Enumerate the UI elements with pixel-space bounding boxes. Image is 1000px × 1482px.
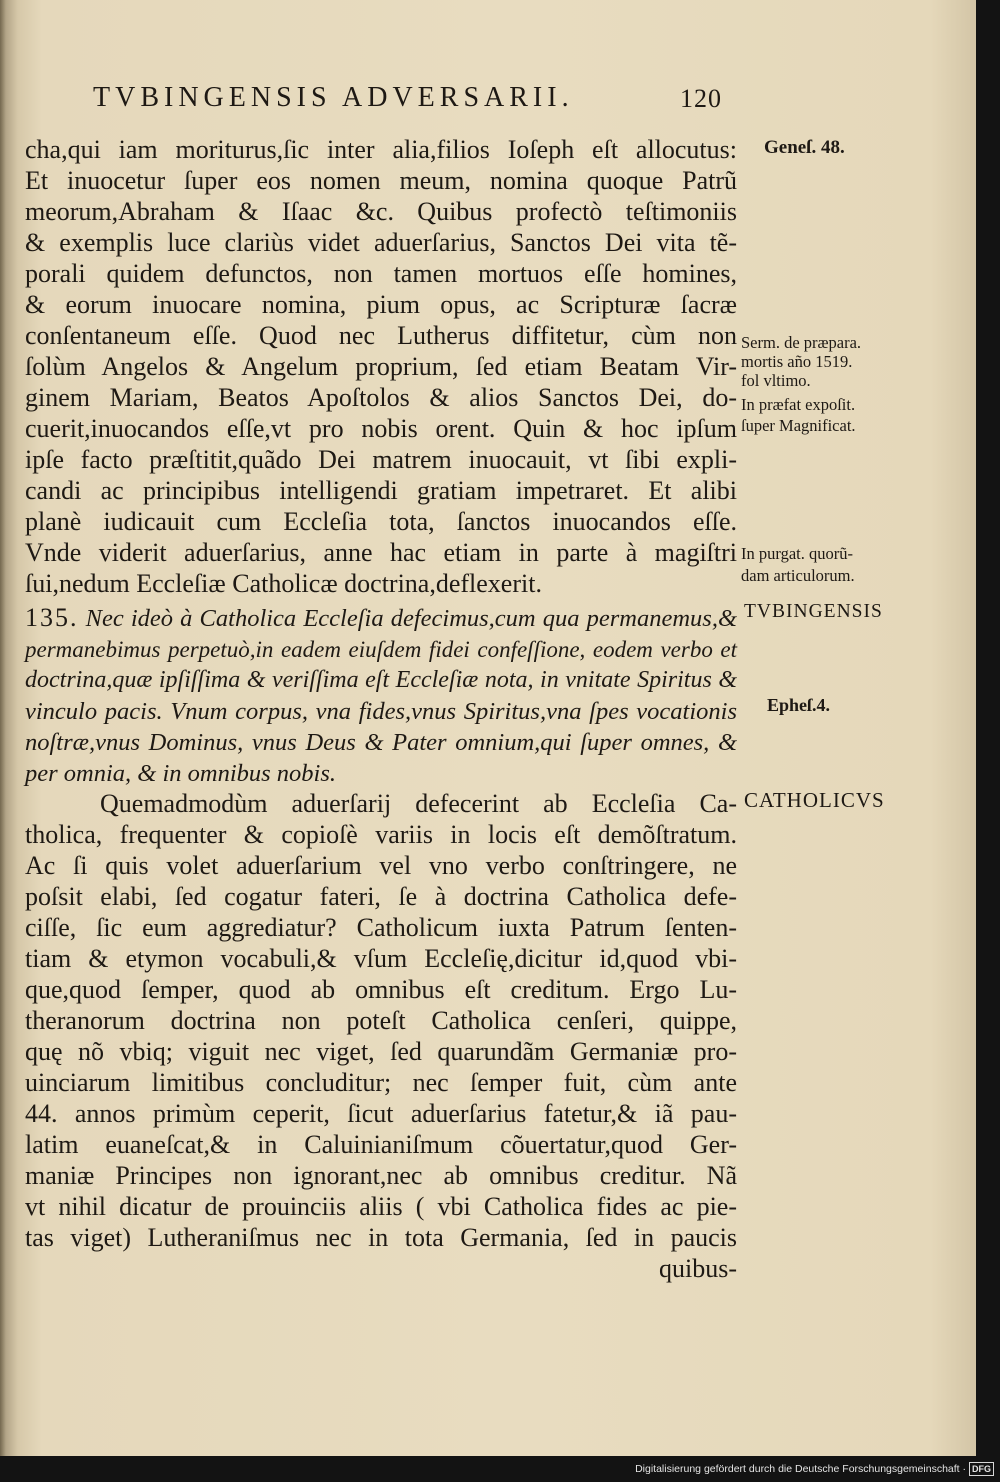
margin-speaker-catholicus [744,787,944,813]
margin-note-line: Epheſ.4. [767,695,831,715]
text-line: cuerit,inuocandos eſſe,vt pro nobis orent. Quin & hoc ipſum [25,414,737,443]
text-line: latim euaneſcat,& in Caluinianiſmum cõuertatur,quod Ger- [25,1130,737,1159]
paragraph-1 [25,134,737,599]
page-number: 120 [680,84,722,113]
margin-note-line: Geneſ. 48. [764,137,845,158]
margin-speaker-tubingensis [744,600,944,624]
credit-text: Digitalisierung gefördert durch die Deutsche Forschungsgemeinschaft · [635,1463,966,1475]
text-line: quę nõ vbiq; viguit nec viget, ſed quarundãm Germaniæ pro- [25,1037,737,1066]
text-line: ciſſe, ſic eum aggrediatur? Catholicum iuxta Patrum ſenten- [25,913,737,942]
text-line: Et inuocetur ſuper eos nomen meum, nomina quoque Patrũ [25,166,737,195]
text-line: Ac ſi quis volet aduerſarium vel vno verbo conſtringere, ne [25,851,737,880]
dfg-logo: DFG [969,1462,994,1476]
margin-note-genesis [764,135,894,161]
text-line: tas viget) Lutheraniſmus nec in tota Germania, ſed in paucis [25,1223,737,1252]
text-line [25,602,737,634]
margin-note-ephesians [767,692,887,718]
text-line: ginem Mariam, Beatos Apoſtolos & alios Sanctos Dei, do- [25,383,737,412]
speaker-label: TVBINGENSIS [744,601,883,622]
speaker-label: CATHOLICVS [744,788,885,812]
section-135 [25,602,737,789]
paragraph-2 [25,788,737,1284]
margin-note-purgat [741,543,906,587]
margin-note-line: fol vltimo. [741,371,811,390]
running-header-title: TVBINGENSIS ADVERSARII. [93,82,574,113]
text-line: & exemplis luce clariùs videt aduerſarius, Sanctos Dei vita tẽ- [25,228,737,257]
text-line: meorum,Abraham & Iſaac &c. Quibus profectò teſtimoniis [25,197,737,226]
section-number: 135. [25,603,79,632]
text-line: theranorum doctrina non poteſt Catholica cenſeri, quippe, [25,1006,737,1035]
text-line: cha,qui iam moriturus,ſic inter alia,filios Ioſeph eſt allocutus: [25,135,737,164]
text-line: que,quod ſemper, quod ab omnibus eſt creditum. Ergo Lu- [25,975,737,1004]
text-line: & eorum inuocare nomina, pium opus, ac Scripturæ ſacræ [25,290,737,319]
text-line: maniæ Principes non ignorant,nec ab omnibus creditur. Nã [25,1161,737,1190]
text-line: vinculo pacis. Vnum corpus, vna fides,vnus Spiritus,vna ſpes vocationis [25,698,737,725]
text-line: poſsit elabi, ſed cogatur fateri, ſe à doctrina Catholica defe- [25,882,737,911]
text-line: Vnde viderit aduerſarius, anne hac etiam in parte à magiſtri [25,538,737,567]
text-line: 44. annos primùm ceperit, ſicut aduerſarius fatetur,& iã pau- [25,1099,737,1128]
margin-note-magnificat [741,394,906,436]
text-line: ſolùm Angelos & Angelum proprium, ſed etiam Beatam Vir- [25,352,737,381]
text-line: noſtræ,vnus Dominus, vnus Deus & Pater omnium,qui ſuper omnes, & [25,729,737,756]
margin-note-line: In præfat expoſit. [741,395,856,414]
text-line: per omnia, & in omnibus nobis. [25,760,337,787]
margin-note-sermon [741,333,906,390]
text-line: permanebimus perpetuò,in eadem eiuſdem fidei confeſſione, eodem verbo et [25,637,737,662]
margin-note-line: Serm. de præpara. [741,333,862,352]
text-line: conſentaneum eſſe. Quod nec Lutherus diffitetur, cùm non [25,321,737,350]
text-line: doctrina,quæ ipſiſſima & veriſſima eſt Eccleſiæ nota, in vnitate Spiritus & [25,667,737,693]
text-line: ſui,nedum Eccleſiæ Catholicæ doctrina,deflexerit. [25,569,542,598]
margin-note-line: ſuper Magnificat. [741,416,856,435]
text-line: vt nihil dicatur de prouinciis aliis ( vbi Catholica fides ac pie- [25,1192,737,1221]
margin-note-line: dam articulorum. [741,566,855,585]
text-line: tholica, frequenter & copioſè variis in locis eſt demõſtratum. [25,820,737,849]
catchword: quibus- [659,1254,737,1283]
digitization-credit [635,1461,994,1477]
section-text: Nec ideò à Catholica Eccleſia defecimus,cum qua permanemus,& [85,605,738,632]
text-line: candi ac principibus intelligendi gratiam impetraret. Et alibi [25,476,737,505]
text-line: tiam & etymon vocabuli,& vſum Eccleſię,dicitur id,quod vbi- [25,944,737,973]
text-line: planè iudicauit cum Eccleſia tota, ſanctos inuocandos eſſe. [25,507,737,536]
text-line: uinciarum limitibus concluditur; nec ſemper fuit, cùm ante [25,1068,737,1097]
text-line: porali quidem defunctos, non tamen mortuos eſſe homines, [25,259,737,288]
text-line: Quemadmodùm aduerſarij defecerint ab Eccleſia Ca- [100,789,737,818]
margin-note-line: In purgat. quorũ- [741,544,853,563]
margin-note-line: mortis año 1519. [741,352,853,371]
text-line: ipſe facto præſtitit,quãdo Dei matrem inuocauit, vt ſibi expli- [25,445,737,474]
